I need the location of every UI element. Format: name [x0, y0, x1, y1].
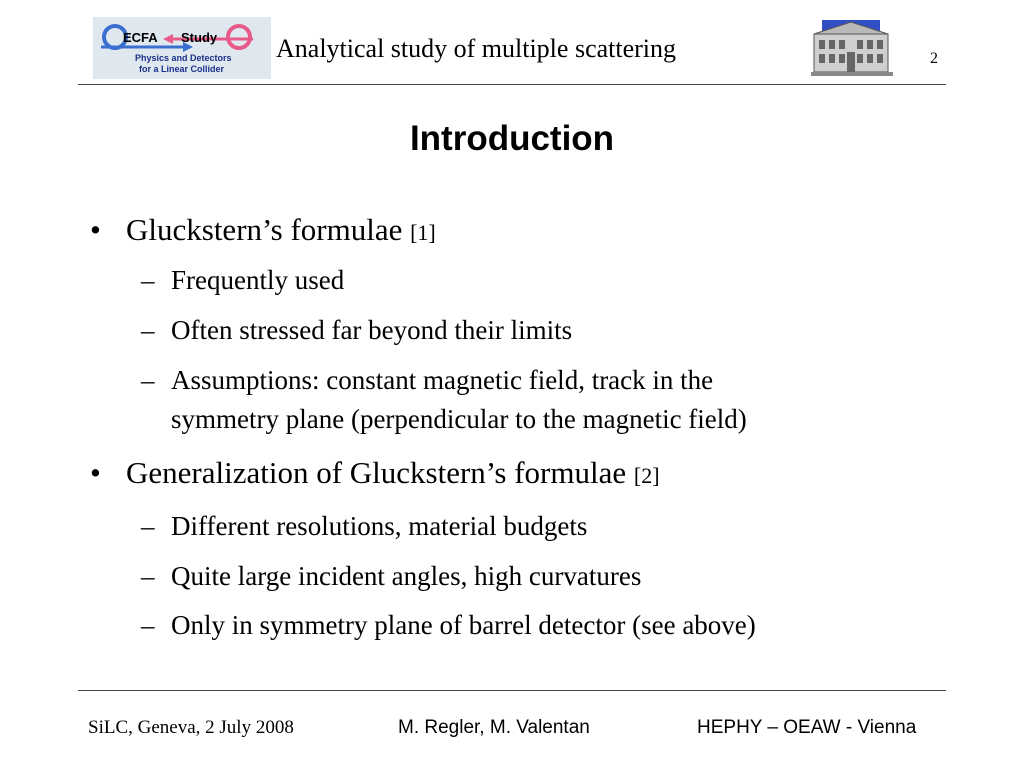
bullet-marker: • [90, 212, 101, 247]
sub-marker: – [141, 265, 155, 295]
sub-text: Assumptions: constant magnetic field, track in the [171, 365, 714, 395]
logo-secondary-text: Study [181, 30, 218, 45]
footer-institute: HEPHY – OEAW - Vienna [697, 717, 917, 738]
logo-line1: Physics and Detectors [135, 53, 232, 63]
sub-item [141, 607, 756, 643]
sub-item-continuation [171, 401, 747, 437]
sub-item [141, 362, 714, 398]
sub-text: Different resolutions, material budgets [171, 511, 588, 541]
sub-item [141, 508, 588, 544]
slide-title: Introduction [409, 119, 615, 158]
bullet-marker: • [90, 455, 101, 490]
sub-text: Often stressed far beyond their limits [171, 315, 573, 345]
page-number: 2 [930, 50, 938, 67]
bullet-text: Generalization of Gluckstern’s formulae [126, 455, 634, 490]
sub-item [141, 558, 642, 594]
footer-authors: M. Regler, M. Valentan [398, 717, 590, 738]
sub-text: Quite large incident angles, high curvatures [171, 561, 642, 591]
sub-item [141, 262, 345, 298]
reference: [2] [633, 463, 660, 488]
sub-marker: – [141, 610, 155, 640]
sub-text: Frequently used [171, 265, 345, 295]
sub-marker: – [141, 365, 155, 395]
bullet-item [90, 212, 436, 251]
footer-event: SiLC, Geneva, 2 July 2008 [88, 717, 294, 738]
sub-marker: – [141, 561, 155, 591]
sub-marker: – [141, 315, 155, 345]
header-title: Analytical study of multiple scattering [276, 34, 677, 63]
logo-main-text: ECFA [123, 30, 158, 45]
bullet-item [90, 455, 660, 494]
sub-text: Only in symmetry plane of barrel detector (see above) [171, 610, 756, 640]
footer-divider [78, 690, 946, 691]
reference: [1] [410, 220, 436, 245]
bullet-text: Gluckstern’s formulae [126, 212, 411, 247]
sub-item [141, 312, 573, 348]
sub-text: symmetry plane (perpendicular to the magnetic field) [171, 404, 747, 434]
logo-line2: for a Linear Collider [139, 64, 225, 74]
sub-marker: – [141, 511, 155, 541]
